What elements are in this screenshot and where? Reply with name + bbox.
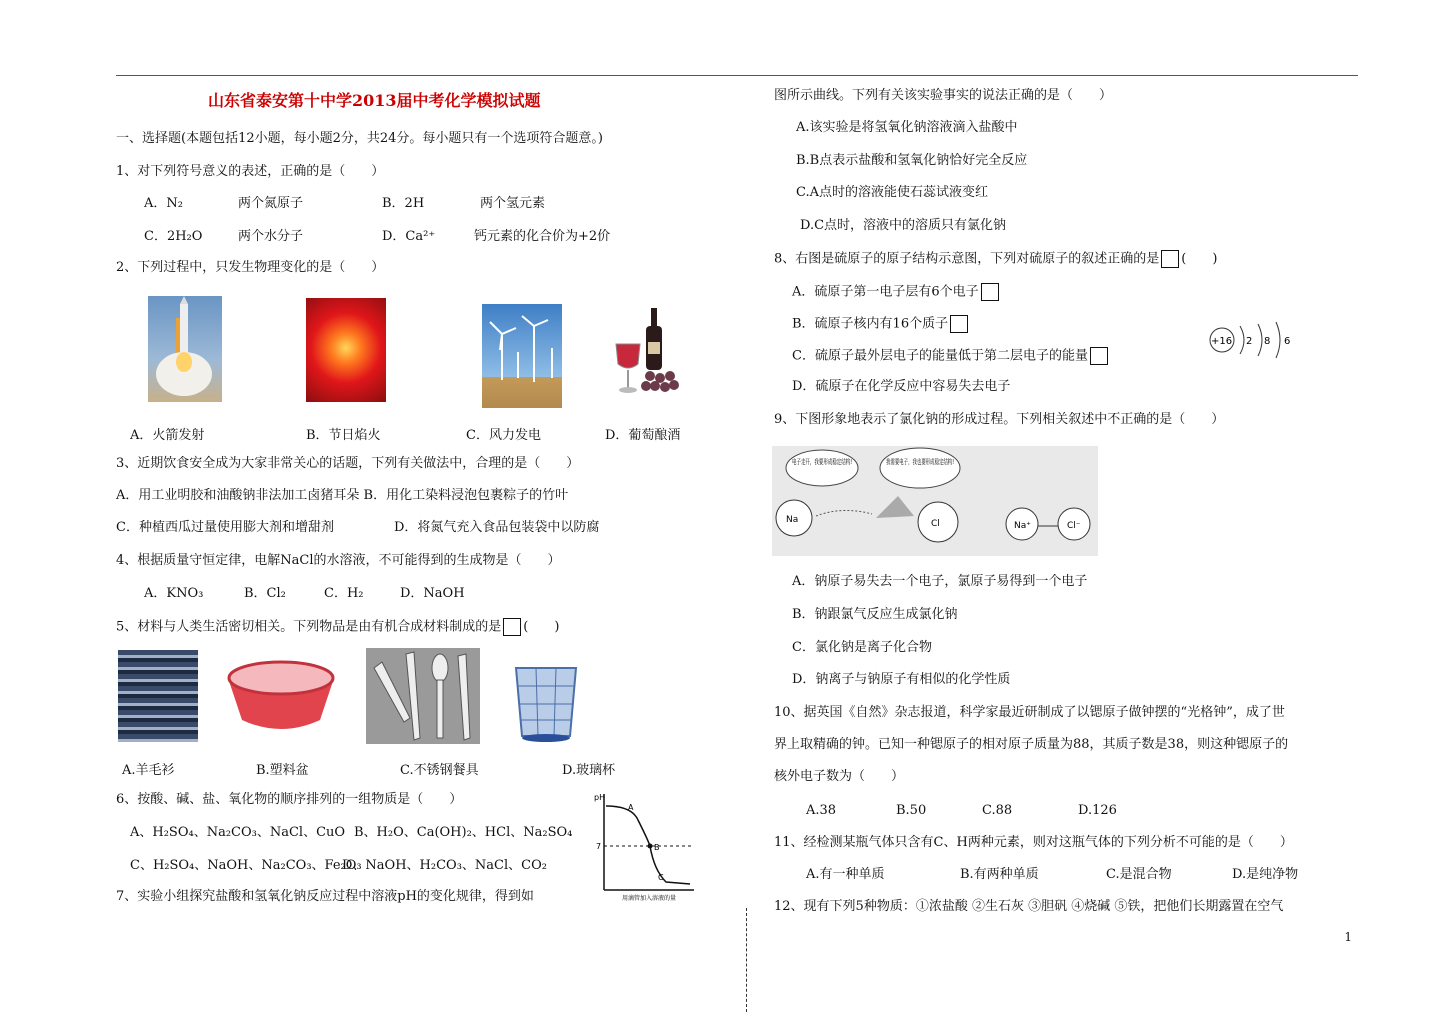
- q4-option-b: B．Cl₂: [244, 586, 286, 601]
- electron-transfer: [816, 510, 872, 516]
- graph-point-b: B: [654, 843, 660, 852]
- shell-arc: [1276, 322, 1280, 358]
- graph-tick-7: 7: [596, 842, 602, 851]
- q6-option-d: D、NaOH、H₂CO₃、NaCl、CO₂: [342, 858, 547, 873]
- speech-bubble: [786, 450, 886, 486]
- graph-xlabel: 用滴管加入溶液的量: [622, 895, 677, 902]
- sweater-image: [118, 650, 198, 742]
- nacl-formation-cartoon: [772, 446, 1098, 556]
- label-na: Na: [786, 515, 799, 525]
- q5-paren: ( ): [523, 619, 560, 635]
- steel-cutlery-image: [366, 648, 480, 744]
- q3-options-ab: A．用工业明胶和油酸钠非法加工卤猪耳朵 B．用化工染料浸泡包裹粽子的竹叶: [116, 488, 569, 503]
- q8-option-c-text: C．硫原子最外层电子的能量低于第二层电子的能量: [792, 348, 1088, 364]
- binding-line: [746, 908, 747, 1012]
- q7-option-c: C.A点时的溶液能使石蕊试液变红: [796, 185, 989, 200]
- q11-option-c: C.是混合物: [1106, 867, 1172, 882]
- q1-option-d-text: 钙元素的化合价为+2价: [474, 229, 611, 244]
- q8-option-a: [792, 283, 1001, 301]
- label-cl: Cl: [931, 519, 940, 529]
- q7-option-a: A.该实验是将氢氧化钠溶液滴入盐酸中: [796, 120, 1018, 135]
- wind-turbines-image: [482, 304, 562, 408]
- q1-option-a-symbol: A．N₂: [144, 196, 183, 211]
- answer-box: [950, 315, 968, 333]
- q10-option-a: A.38: [806, 803, 837, 818]
- q5-stem-text: 5、材料与人类生活密切相关。下列物品是由有机合成材料制成的是: [116, 619, 502, 635]
- label-na-ion: Na⁺: [1014, 521, 1031, 531]
- q5-option-d: D.玻璃杯: [562, 763, 616, 778]
- q8-option-a-text: A．硫原子第一电子层有6个电子: [792, 284, 979, 300]
- q7-option-b: B.B点表示盐酸和氢氧化钠恰好完全反应: [796, 153, 1028, 168]
- page-number: 1: [1344, 930, 1352, 944]
- q1-option-c-text: 两个水分子: [238, 229, 304, 244]
- shell-2-count: 8: [1264, 336, 1271, 347]
- q5-option-a: A.羊毛衫: [122, 763, 175, 778]
- q2-stem: 2、下列过程中，只发生物理变化的是（ ）: [116, 260, 385, 275]
- q8-paren: ( ): [1181, 251, 1218, 267]
- q8-option-c: [792, 347, 1110, 365]
- q7-option-d: D.C点时，溶液中的溶质只有氯化钠: [800, 218, 1007, 233]
- speech-bubble: [880, 448, 994, 488]
- q10-option-c: C.88: [982, 803, 1013, 818]
- graph-ylabel: pH: [594, 793, 606, 802]
- rocket-launch-image: [148, 296, 222, 402]
- top-rule: [116, 75, 1358, 76]
- q6-stem: 6、按酸、碱、盐、氧化物的顺序排列的一组物质是（ ）: [116, 792, 463, 807]
- q4-option-d: D．NaOH: [400, 586, 465, 601]
- q6-option-c: C、H₂SO₄、NaOH、Na₂CO₃、Fe₂O₃: [130, 858, 362, 873]
- q8-option-b: [792, 315, 970, 333]
- q2-option-b: B．节日焰火: [306, 428, 381, 443]
- q10-line-2: 界上取精确的钟。已知一种锶原子的相对原子质量为88，其质子数是38，则这种锶原子的: [774, 737, 1289, 752]
- q11-option-b: B.有两种单质: [960, 867, 1039, 882]
- q8-stem: [774, 250, 1217, 268]
- shell-3-count: 6: [1284, 336, 1291, 347]
- q9-option-a: A．钠原子易失去一个电子，氯原子易得到一个电子: [792, 574, 1088, 589]
- q3-option-c: C．种植西瓜过量使用膨大剂和增甜剂: [116, 520, 334, 535]
- q4-stem: 4、根据质量守恒定律，电解NaCl的水溶液，不可能得到的生成物是（ ）: [116, 553, 561, 568]
- page-title: 山东省泰安第十中学2013届中考化学模拟试题: [208, 91, 541, 110]
- q2-option-d: D．葡萄酿酒: [605, 428, 681, 443]
- q1-option-b-text: 两个氢元素: [480, 196, 546, 211]
- q3-option-d: D．将氮气充入食品包装袋中以防腐: [394, 520, 600, 535]
- q7-stem-continued: 图所示曲线。下列有关该实验事实的说法正确的是（ ）: [774, 88, 1113, 103]
- q8-option-b-text: B．硫原子核内有16个质子: [792, 316, 949, 332]
- glass-cup-image: [512, 664, 580, 744]
- q9-option-c: C．氯化钠是离子化合物: [792, 640, 932, 655]
- electron-trail: [876, 496, 914, 518]
- bubble-2-text: 我需要电子，我也要形成稳定结构!: [886, 458, 994, 466]
- q5-stem: [116, 618, 559, 636]
- q5-option-b: B.塑料盆: [256, 763, 309, 778]
- point-b: [648, 844, 653, 849]
- shell-arc: [1240, 326, 1244, 354]
- shell-arc: [1258, 324, 1262, 356]
- q1-option-a-text: 两个氮原子: [238, 196, 304, 211]
- q11-option-a: A.有一种单质: [806, 867, 885, 882]
- q6-option-a: A、H₂SO₄、Na₂CO₃、NaCl、CuO: [130, 825, 346, 840]
- q9-option-b: B．钠跟氯气反应生成氯化钠: [792, 607, 958, 622]
- answer-box: [503, 618, 521, 636]
- answer-box: [1090, 347, 1108, 365]
- q4-option-a: A．KNO₃: [144, 586, 204, 601]
- q4-option-c: C．H₂: [324, 586, 364, 601]
- sulfur-atom-diagram: [1206, 320, 1296, 364]
- q10-line-1: 10、据英国《自然》杂志报道，科学家最近研制成了以锶原子做钟摆的“光格钟”，成了世: [774, 705, 1285, 720]
- grape-wine-image: [610, 306, 684, 404]
- q1-option-c-symbol: C．2H₂O: [144, 229, 203, 244]
- q10-option-d: D.126: [1078, 803, 1117, 818]
- q12-stem: 12、现有下列5种物质：①浓盐酸 ②生石灰 ③胆矾 ④烧碱 ⑤铁，把他们长期露置在空气: [774, 899, 1284, 914]
- q10-line-3: 核外电子数为（ ）: [774, 769, 905, 784]
- q2-option-c: C．风力发电: [466, 428, 541, 443]
- q1-option-b-symbol: B．2H: [382, 196, 425, 211]
- ph-curve-graph: [592, 790, 698, 906]
- plastic-basin-image: [224, 654, 338, 740]
- graph-point-c: C: [658, 873, 664, 882]
- q5-option-c: C.不锈钢餐具: [400, 763, 479, 778]
- q9-stem: 9、下图形象地表示了氯化钠的形成过程。下列相关叙述中不正确的是（ ）: [774, 412, 1225, 427]
- q11-option-d: D.是纯净物: [1232, 867, 1299, 882]
- answer-box: [981, 283, 999, 301]
- nucleus-charge: +16: [1211, 336, 1233, 347]
- label-cl-ion: Cl⁻: [1067, 521, 1081, 531]
- bubble-1-text: 电子走开，我要形成稳定结构!: [792, 458, 886, 466]
- q3-stem: 3、近期饮食安全成为大家非常关心的话题，下列有关做法中，合理的是（ ）: [116, 456, 580, 471]
- q1-stem: 1、对下列符号意义的表述，正确的是（ ）: [116, 164, 385, 179]
- q10-option-b: B.50: [896, 803, 927, 818]
- fireworks-image: [306, 298, 386, 402]
- q9-option-d: D．钠离子与钠原子有相似的化学性质: [792, 672, 1011, 687]
- q2-option-a: A．火箭发射: [130, 428, 205, 443]
- graph-point-a: A: [628, 803, 634, 812]
- shell-1-count: 2: [1246, 336, 1253, 347]
- q8-stem-text: 8、右图是硫原子的原子结构示意图，下列对硫原子的叙述正确的是: [774, 251, 1160, 267]
- q11-stem: 11、经检测某瓶气体只含有C、H两种元素，则对这瓶气体的下列分析不可能的是（ ）: [774, 835, 1293, 850]
- q1-option-d-symbol: D．Ca²⁺: [382, 229, 436, 244]
- q8-option-d: D．硫原子在化学反应中容易失去电子: [792, 379, 1011, 394]
- q7-stem: 7、实验小组探究盐酸和氢氧化钠反应过程中溶液pH的变化规律，得到如: [116, 889, 534, 904]
- answer-box: [1161, 250, 1179, 268]
- q6-option-b: B、H₂O、Ca(OH)₂、HCl、Na₂SO₄: [354, 825, 573, 840]
- section-heading: 一、选择题(本题包括12小题，每小题2分，共24分。每小题只有一个选项符合题意。): [116, 131, 603, 146]
